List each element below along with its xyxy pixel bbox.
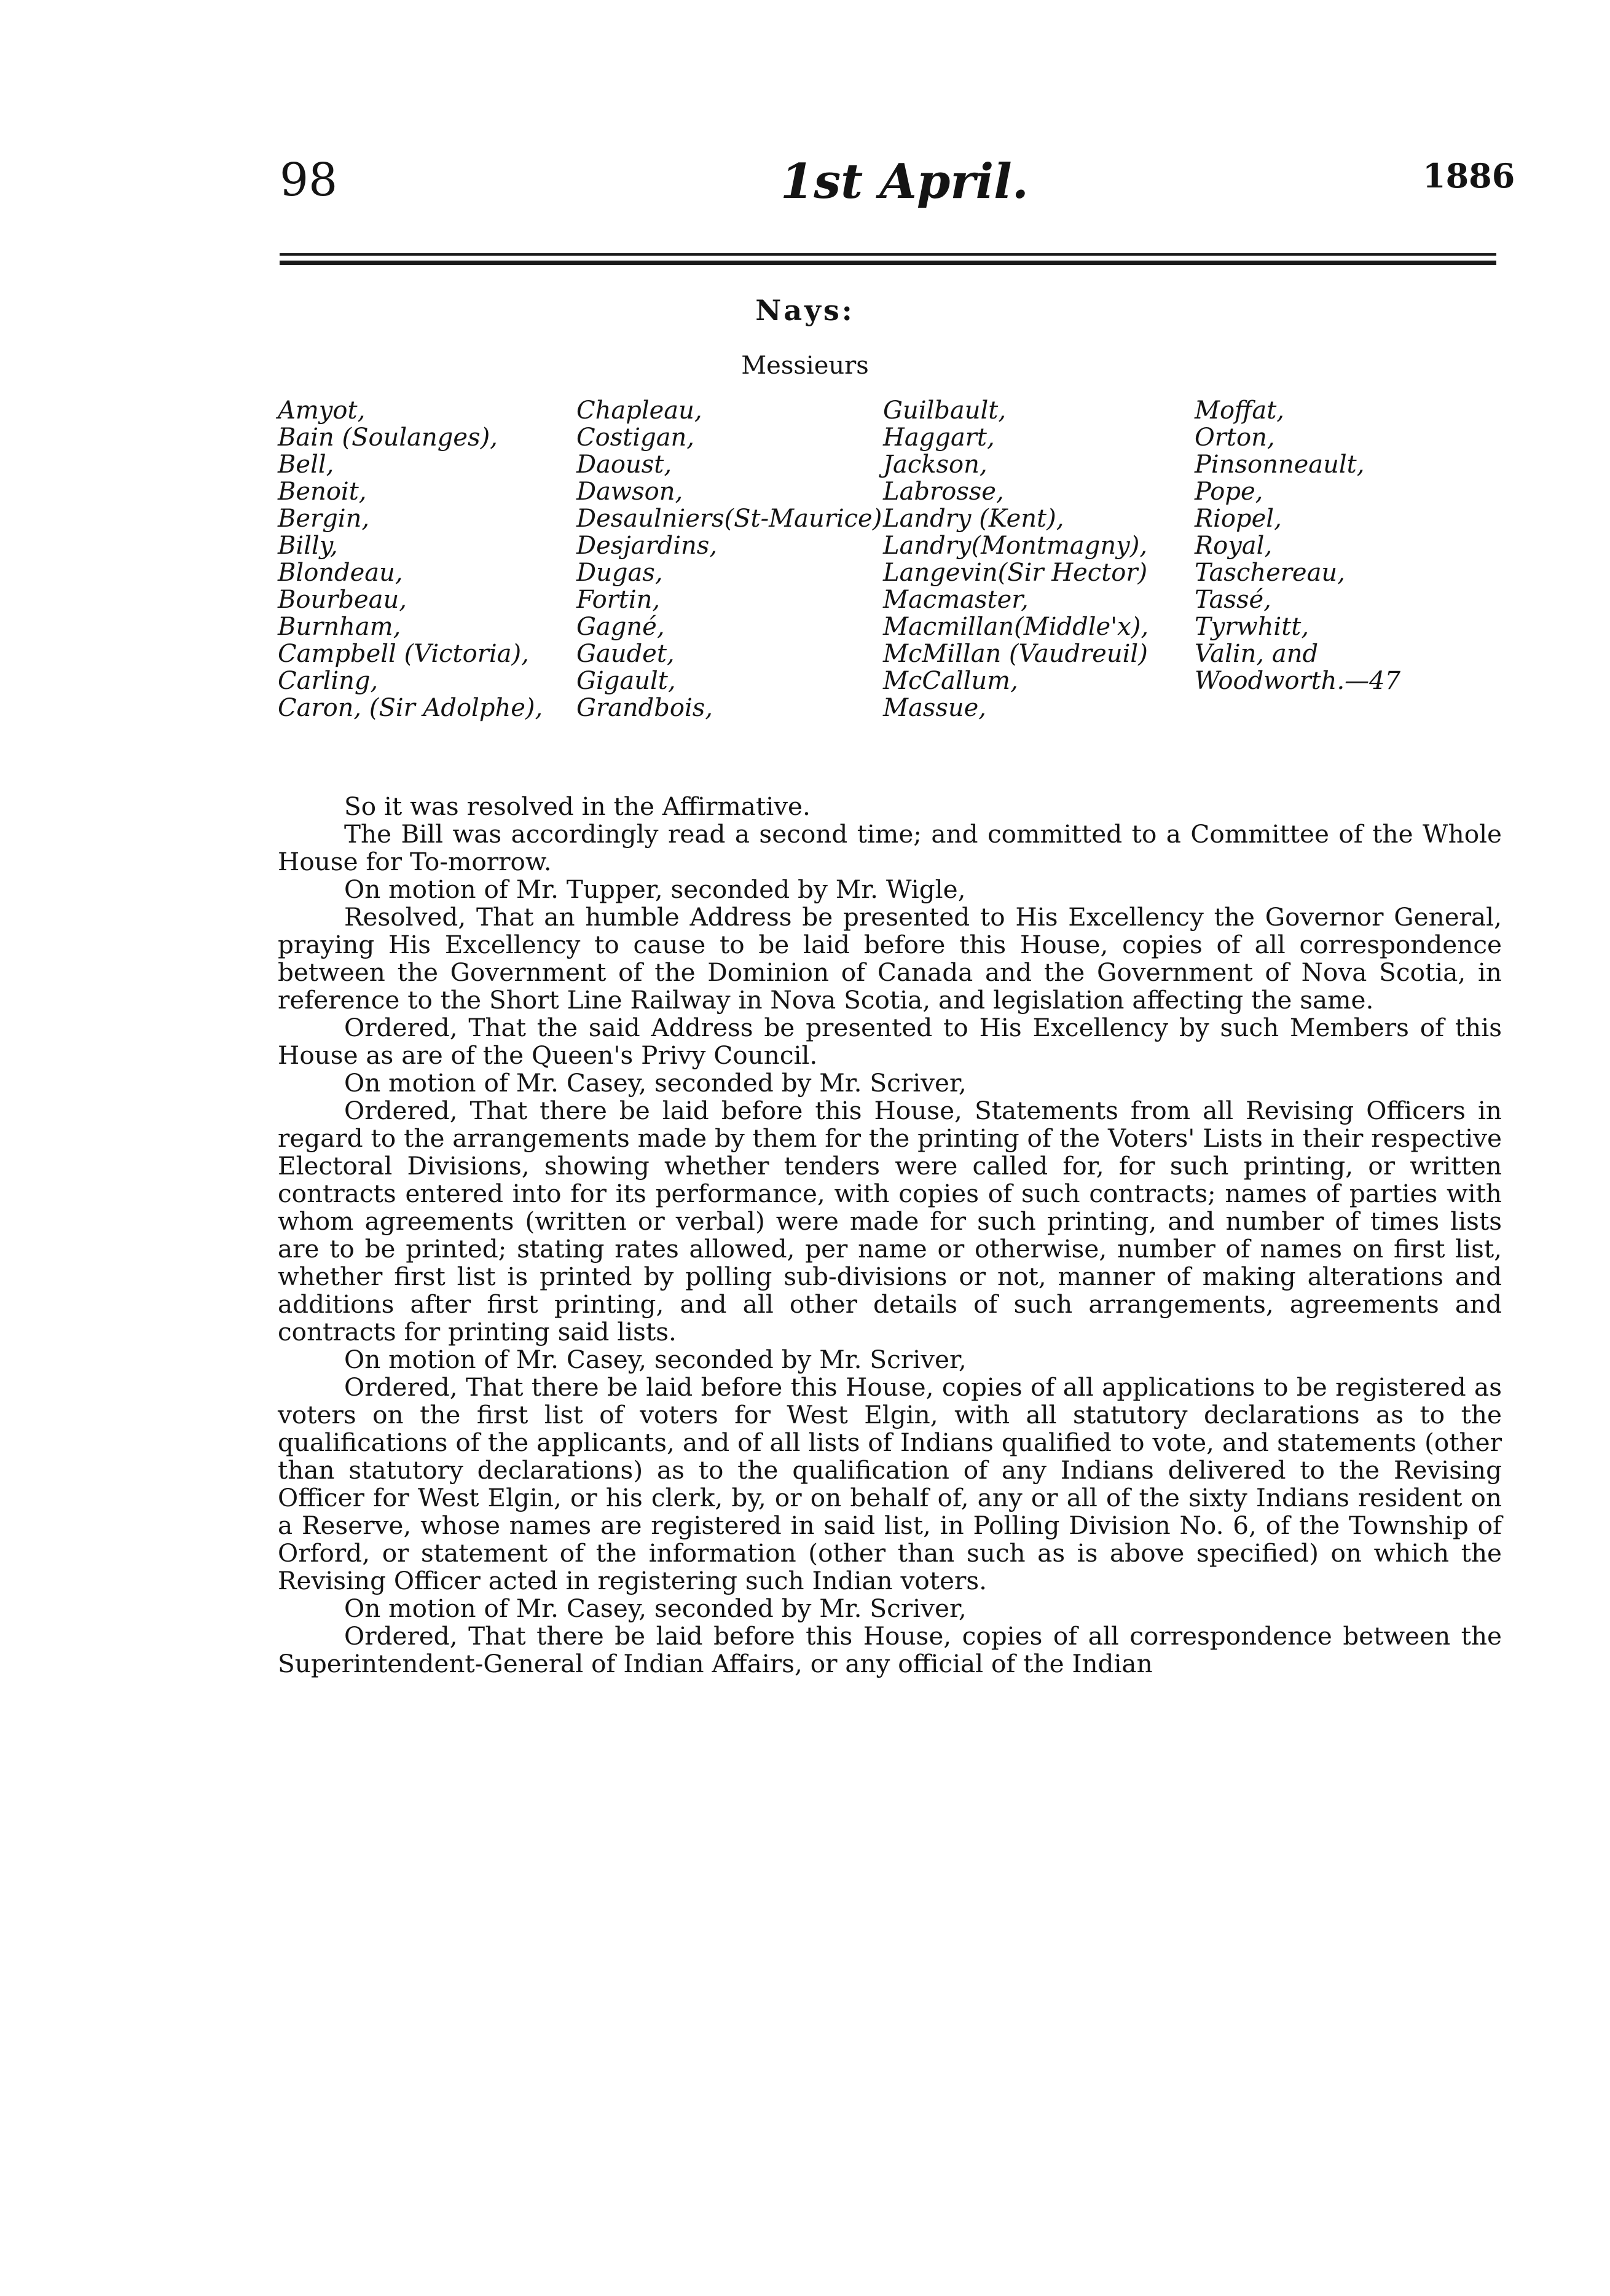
- member-name: Taschereau,: [1195, 559, 1345, 587]
- motion-tupper: On motion of Mr. Tupper, seconded by Mr. Wigle,: [344, 875, 966, 904]
- header-year: 1886: [1423, 156, 1515, 195]
- member-name: Gagné,: [576, 613, 665, 641]
- member-name: Carling,: [278, 667, 379, 695]
- names-column-4: [1195, 397, 1400, 694]
- member-name: Massue,: [883, 694, 987, 722]
- member-name: Benoit,: [278, 478, 367, 506]
- member-name: McMillan (Vaudreuil): [883, 640, 1148, 668]
- member-name: Campbell (Victoria),: [278, 640, 529, 668]
- messieurs-label: Messieurs: [741, 352, 869, 380]
- member-name: Guilbault,: [883, 396, 1007, 425]
- member-name: Landry(Montmagny),: [883, 532, 1148, 560]
- names-column-1: [278, 397, 543, 721]
- member-name: Amyot,: [278, 396, 366, 425]
- member-name: Valin, and: [1195, 640, 1319, 668]
- nays-heading: Nays:: [755, 294, 855, 327]
- member-name: McCallum,: [883, 667, 1018, 695]
- page-header: [0, 154, 1610, 209]
- member-name: Tassé,: [1195, 586, 1271, 614]
- member-name: Desjardins,: [576, 532, 718, 560]
- member-name: Bain (Soulanges),: [278, 423, 498, 452]
- motion-tupper-resolved: Resolved, That an humble Address be presented to His Excellency the Governor General, praying His Excellency to cause to be laid before this House, copies of all correspondence between the Government of the Dominion of Canada and the Government of Nova Scotia, in reference to the Short Line Railway in Nova Scotia, and legislation affecting the same.: [278, 902, 1502, 1015]
- member-name: Grandbois,: [576, 694, 713, 722]
- motion-casey-west-elgin: On motion of Mr. Casey, seconded by Mr. Scriver,: [344, 1345, 967, 1374]
- names-column-3: [883, 397, 1149, 721]
- member-name: Fortin,: [576, 586, 661, 614]
- member-name: Costigan,: [576, 423, 695, 452]
- member-name: Bourbeau,: [278, 586, 407, 614]
- member-name: Langevin(Sir Hector): [883, 559, 1148, 587]
- member-name: Gigault,: [576, 667, 676, 695]
- motion-casey-indian-affairs: On motion of Mr. Casey, seconded by Mr. Scriver,: [344, 1594, 967, 1623]
- member-name: Caron, (Sir Adolphe),: [278, 694, 543, 722]
- page-number: 98: [280, 154, 338, 206]
- header-rule-thick: [280, 261, 1496, 265]
- header-date: 1st April.: [780, 154, 1029, 210]
- member-name: Woodworth.—47: [1195, 667, 1401, 695]
- motion-casey-indian-affairs-ordered: Ordered, That there be laid before this House, copies of all correspondence between the Superintendent-General of Indian Affairs, or any official of the Indian: [278, 1621, 1502, 1678]
- motion-tupper-ordered: Ordered, That the said Address be presented to His Excellency by such Members of this House as are of the Queen's Privy Council.: [278, 1013, 1502, 1070]
- member-name: Dawson,: [576, 478, 683, 506]
- bill-second-reading: The Bill was accordingly read a second time; and committed to a Committee of the Whole House for To-morrow.: [278, 819, 1502, 876]
- nays-name-list: [278, 397, 1507, 790]
- member-name: Labrosse,: [883, 478, 1004, 506]
- member-name: Burnham,: [278, 613, 401, 641]
- member-name: Landry (Kent),: [883, 505, 1064, 533]
- member-name: Billy,: [278, 532, 338, 560]
- motion-casey-revising-officers: On motion of Mr. Casey, seconded by Mr. Scriver,: [344, 1068, 967, 1098]
- motion-casey-revising-officers-ordered: Ordered, That there be laid before this House, Statements from all Revising Officers in regard to the arrangements made by them for the printing of the Voters' Lists in their respective Electoral Divisions, showing whether tenders were called for, for such printing, or written contracts entered into for its performance, with copies of such contracts; names of parties with whom agreements (written or verbal) were made for such printing, and number of times lists are to be printed; stating rates allowed, per name or otherwise, number of names on first list, whether first list is printed by polling sub-divisions or not, manner of making alterations and additions after first printing, and all other details of such arrangements, agreements and contracts for printing said lists.: [278, 1096, 1502, 1347]
- member-name: Orton,: [1195, 423, 1275, 452]
- member-name: Daoust,: [576, 450, 672, 479]
- member-name: Macmaster,: [883, 586, 1029, 614]
- member-name: Gaudet,: [576, 640, 675, 668]
- member-name: Royal,: [1195, 532, 1273, 560]
- member-name: Tyrwhitt,: [1195, 613, 1310, 641]
- member-name: Riopel,: [1195, 505, 1282, 533]
- header-rule-thin: [280, 253, 1496, 256]
- resolution-result: So it was resolved in the Affirmative.: [344, 792, 811, 821]
- member-name: Moffat,: [1195, 396, 1285, 425]
- member-name: Bell,: [278, 450, 334, 479]
- member-name: Dugas,: [576, 559, 663, 587]
- names-column-2: [576, 397, 882, 721]
- journal-body: [278, 793, 1502, 1678]
- member-name: Pinsonneault,: [1195, 450, 1365, 479]
- member-name: Haggart,: [883, 423, 995, 452]
- member-name: Chapleau,: [576, 396, 702, 425]
- member-name: Blondeau,: [278, 559, 403, 587]
- member-name: Desaulniers(St-Maurice): [576, 505, 882, 533]
- member-name: Macmillan(Middle'x),: [883, 613, 1149, 641]
- motion-casey-west-elgin-ordered: Ordered, That there be laid before this House, copies of all applications to be registered as voters on the first list of voters for West Elgin, with all statutory declarations as to the qualifications of the applicants, and of all lists of Indians qualified to vote, and statements (other than statutory declarations) as to the qualification of any Indians delivered to the Revising Officer for West Elgin, or his clerk, by, or on behalf of, any or all of the sixty Indians resident on a Reserve, whose names are registered in said list, in Polling Division No. 6, of the Township of Orford, or statement of the information (other than such as is above specified) on which the Revising Officer acted in registering such Indian voters.: [278, 1372, 1502, 1595]
- member-name: Pope,: [1195, 478, 1263, 506]
- member-name: Jackson,: [883, 450, 988, 479]
- member-name: Bergin,: [278, 505, 370, 533]
